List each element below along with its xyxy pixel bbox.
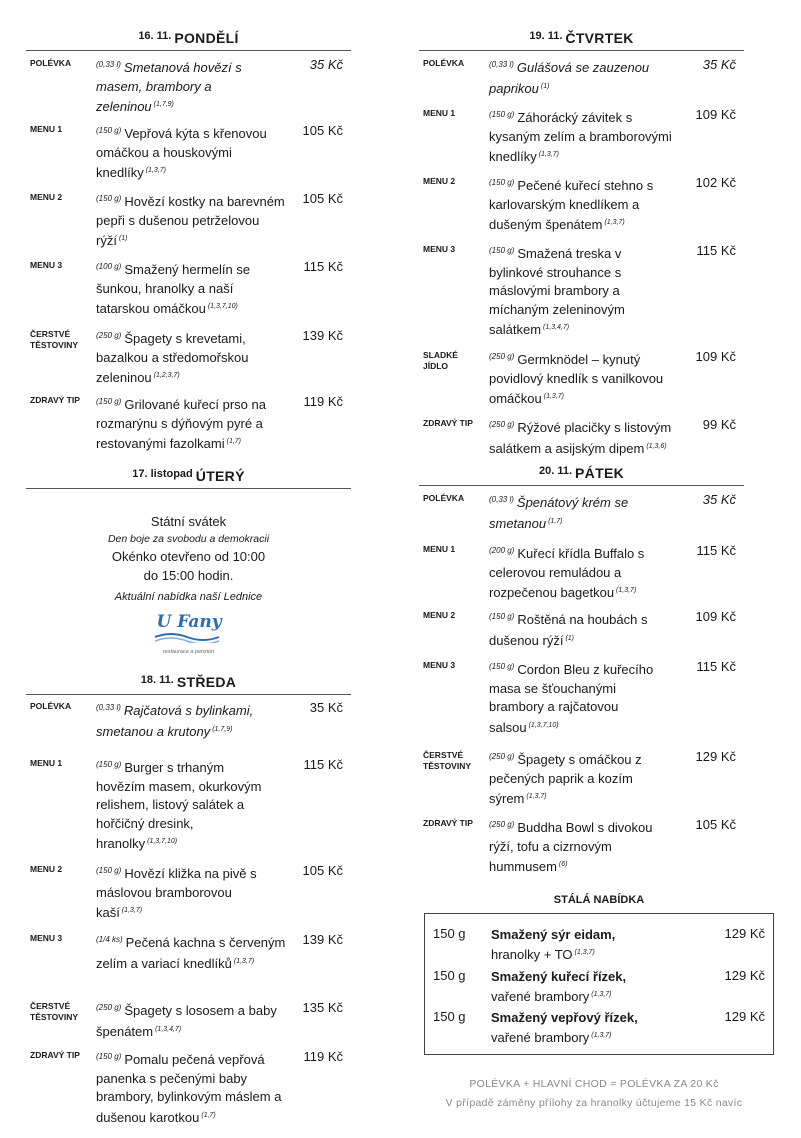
fixed-price: 129 Kč	[724, 968, 765, 983]
item-category: ČERSTVÉ TĚSTOVINY	[423, 750, 472, 771]
item-price: 35 Kč	[702, 57, 736, 72]
item-category: MENU 3	[30, 933, 63, 943]
item-price: 139 Kč	[302, 328, 343, 343]
opening-hours-line1: Okénko otevřeno od 10:00	[111, 549, 266, 564]
item-price: 109 Kč	[695, 609, 736, 624]
fixed-price: 129 Kč	[724, 926, 765, 941]
fixed-qty: 150 g	[433, 926, 466, 941]
item-description: $^{(250 g)}$ Špagety s omáčkou z pečených paprik a kozím sýrem $^{(1,3,7)}$	[489, 752, 642, 806]
day-name: STŘEDA	[176, 674, 237, 690]
item-price: 109 Kč	[695, 349, 736, 364]
opening-hours-line2: do 15:00 hodin.	[143, 568, 234, 583]
item-category: POLÉVKA	[30, 58, 72, 68]
item-description: $^{(150 g)}$ Záhorácký závitek s kysaným zelím a bramborovými knedlíky $^{(1,3,7)}$	[489, 110, 672, 164]
item-category: MENU 3	[423, 660, 456, 670]
holiday-notice	[26, 512, 351, 653]
fixed-name: Smažený sýr eidam,	[491, 927, 616, 942]
day-date: 17. listopad	[132, 468, 193, 480]
fixed-name: Smažený kuřecí řízek,	[491, 969, 627, 984]
item-description: $^{(150 g)}$ Pečené kuřecí stehno s karlovarským knedlíkem a dušeným špenátem $^{(1,3,7)}$	[489, 178, 654, 232]
fixed-qty: 150 g	[433, 1009, 466, 1024]
fixed-offer-title: STÁLÁ NABÍDKA	[553, 894, 645, 906]
item-description: $^{(250 g)}$ Špagety s krevetami, bazalkou a středomořskou zeleninou $^{(1,2,3,7)}$	[96, 331, 249, 385]
day-name: ÚTERÝ	[195, 468, 245, 484]
item-description: $^{(150 g)}$ Pomalu pečená vepřová panenka s pečenými baby brambory, bylinkovým máslem a dušenou karotkou $^{(1,7)}$	[96, 1052, 282, 1125]
day-date: 19. 11.	[529, 30, 563, 42]
day-header-thursday	[419, 30, 744, 51]
day-header-friday	[419, 465, 744, 486]
item-category: SLADKÉ JÍDLO	[423, 350, 458, 371]
item-price: 115 Kč	[696, 659, 736, 674]
footer-soup-offer: POLÉVKA + HLAVNÍ CHOD = POLÉVKA ZA 20 Kč	[469, 1078, 719, 1090]
item-category: MENU 1	[30, 124, 63, 134]
item-description: $^{(250 g)}$ Germknödel – kynutý povidlový knedlík s vanilkovou omáčkou $^{(1,3,7)}$	[489, 352, 664, 406]
item-price: 102 Kč	[695, 175, 736, 190]
item-category: MENU 3	[30, 260, 63, 270]
item-category: ZDRAVÝ TIP	[30, 1050, 80, 1060]
item-price: 115 Kč	[696, 243, 736, 258]
fixed-offer-box	[424, 913, 774, 1055]
item-price: 105 Kč	[302, 123, 343, 138]
item-description: $^{(100 g)}$ Smažený hermelín se šunkou, hranolky a naší tatarskou omáčkou $^{(1,3,7,10)}$	[96, 262, 251, 316]
item-category: MENU 2	[30, 192, 63, 202]
item-category: MENU 2	[30, 864, 63, 874]
fixed-qty: 150 g	[433, 968, 466, 983]
current-offer-note: Aktuální nabídka naší Lednice	[114, 591, 263, 603]
item-category: ZDRAVÝ TIP	[30, 395, 80, 405]
item-category: ČERSTVÉ TĚSTOVINY	[30, 1001, 79, 1022]
item-price: 35 Kč	[309, 57, 343, 72]
item-category: ZDRAVÝ TIP	[423, 418, 473, 428]
item-description: $^{(0,33 l)}$ Rajčatová s bylinkami, smetanou a krutony $^{(1,7,9)}$	[96, 703, 254, 739]
item-category: ZDRAVÝ TIP	[423, 818, 473, 828]
item-description: $^{(250 g)}$ Rýžové placičky s listovým salátkem a asijským dipem $^{(1,3,6)}$	[489, 420, 672, 456]
item-category: MENU 2	[423, 610, 456, 620]
item-description: $^{(150 g)}$ Grilované kuřecí prso na rozmarýnu s dýňovým pyré a restovanými fazolkami $^{(1,7)}$	[96, 397, 266, 451]
item-price: 139 Kč	[302, 932, 343, 947]
item-price: 115 Kč	[696, 543, 736, 558]
item-category: MENU 1	[30, 758, 63, 768]
item-category: ČERSTVÉ TĚSTOVINY	[30, 329, 79, 350]
item-price: 119 Kč	[303, 1049, 343, 1064]
item-description: $^{(0,33 l)}$ Smetanová hovězí s masem, brambory a zeleninou $^{(1,7,9)}$	[96, 60, 242, 114]
day-date: 16. 11.	[138, 30, 172, 42]
footer-side-swap-note: V případě záměny přílohy za hranolky účtujeme 15 Kč navíc	[445, 1097, 743, 1109]
item-price: 35 Kč	[702, 492, 736, 507]
day-name: PÁTEK	[575, 465, 624, 481]
restaurant-logo: U Fany restaurace a penzion	[156, 612, 222, 655]
item-description: $^{(200 g)}$ Kuřecí křídla Buffalo s celerovou remuládou a rozpečenou bagetkou $^{(1,3,7)}$	[489, 546, 645, 600]
item-description: $^{(150 g)}$ Hovězí kostky na barevném pepři s dušenou petrželovou rýží $^{(1)}$	[96, 194, 285, 248]
item-category: MENU 1	[423, 108, 456, 118]
item-price: 35 Kč	[309, 700, 343, 715]
item-description: $^{(150 g)}$ Vepřová kýta s křenovou omáčkou a houskovými knedlíky $^{(1,3,7)}$	[96, 126, 267, 180]
item-category: POLÉVKA	[423, 493, 465, 503]
item-description: $^{(150 g)}$ Smažená treska v bylinkové strouhance s máslovými brambory a míchaným zeleninovým salátkem $^{(1,3,4,7)}$	[489, 246, 625, 337]
item-description: $^{(250 g)}$ Buddha Bowl s divokou rýží, tofu a cizrnovým hummusem $^{(6)}$	[489, 820, 653, 874]
item-price: 109 Kč	[695, 107, 736, 122]
item-description: $^{(150 g)}$ Burger s trhaným hovězím masem, okurkovým relishem, listový salátek a hořčičný dresink, hranolky $^{(1,3,7,10)}$	[96, 760, 262, 851]
fixed-name: Smažený vepřový řízek,	[491, 1010, 638, 1025]
item-description: $^{(0,33 l)}$ Gulášová se zauzenou paprikou $^{(1)}$	[489, 60, 650, 96]
holiday-subtitle: Den boje za svobodu a demokracii	[107, 533, 270, 545]
item-category: POLÉVKA	[423, 58, 465, 68]
item-price: 99 Kč	[702, 417, 736, 432]
item-price: 115 Kč	[303, 757, 343, 772]
fixed-side: vařené brambory $^{(1,3,7)}$	[491, 1030, 612, 1045]
day-name: PONDĚLÍ	[174, 30, 239, 46]
day-header-wednesday	[26, 674, 351, 695]
day-header-monday	[26, 30, 351, 51]
item-price: 105 Kč	[695, 817, 736, 832]
item-description: $^{(250 g)}$ Špagety s lososem a baby špenátem $^{(1,3,4,7)}$	[96, 1003, 277, 1039]
holiday-title: Státní svátek	[150, 514, 227, 529]
day-date: 20. 11.	[539, 465, 573, 477]
item-price: 115 Kč	[303, 259, 343, 274]
item-description: $^{(150 g)}$ Roštěná na houbách s dušenou rýží $^{(1)}$	[489, 612, 648, 648]
item-category: MENU 3	[423, 244, 456, 254]
item-price: 119 Kč	[303, 394, 343, 409]
day-header-tuesday	[26, 468, 351, 489]
item-category: MENU 2	[423, 176, 456, 186]
item-price: 105 Kč	[302, 191, 343, 206]
day-date: 18. 11.	[140, 674, 174, 686]
item-price: 129 Kč	[695, 749, 736, 764]
item-category: POLÉVKA	[30, 701, 72, 711]
fixed-side: hranolky + TO $^{(1,3,7)}$	[491, 947, 595, 962]
fixed-price: 129 Kč	[724, 1009, 765, 1024]
day-name: ČTVRTEK	[565, 30, 634, 46]
item-price: 135 Kč	[302, 1000, 343, 1015]
fixed-side: vařené brambory $^{(1,3,7)}$	[491, 989, 612, 1004]
item-description: $^{(0,33 l)}$ Špenátový krém se smetanou $^{(1,7)}$	[489, 495, 629, 531]
item-description: $^{(150 g)}$ Hovězí kližka na pivě s máslovou bramborovou kaší $^{(1,3,7)}$	[96, 866, 257, 920]
item-category: MENU 1	[423, 544, 456, 554]
item-price: 105 Kč	[302, 863, 343, 878]
item-description: $^{(150 g)}$ Cordon Bleu z kuřecího masa se šťouchanými brambory a rajčatovou salsou $^{(1,3,7,10)}$	[489, 662, 654, 735]
item-description: $^{(1/4 ks)}$ Pečená kachna s červeným zelím a variací knedlíků $^{(1,3,7)}$	[96, 935, 286, 971]
